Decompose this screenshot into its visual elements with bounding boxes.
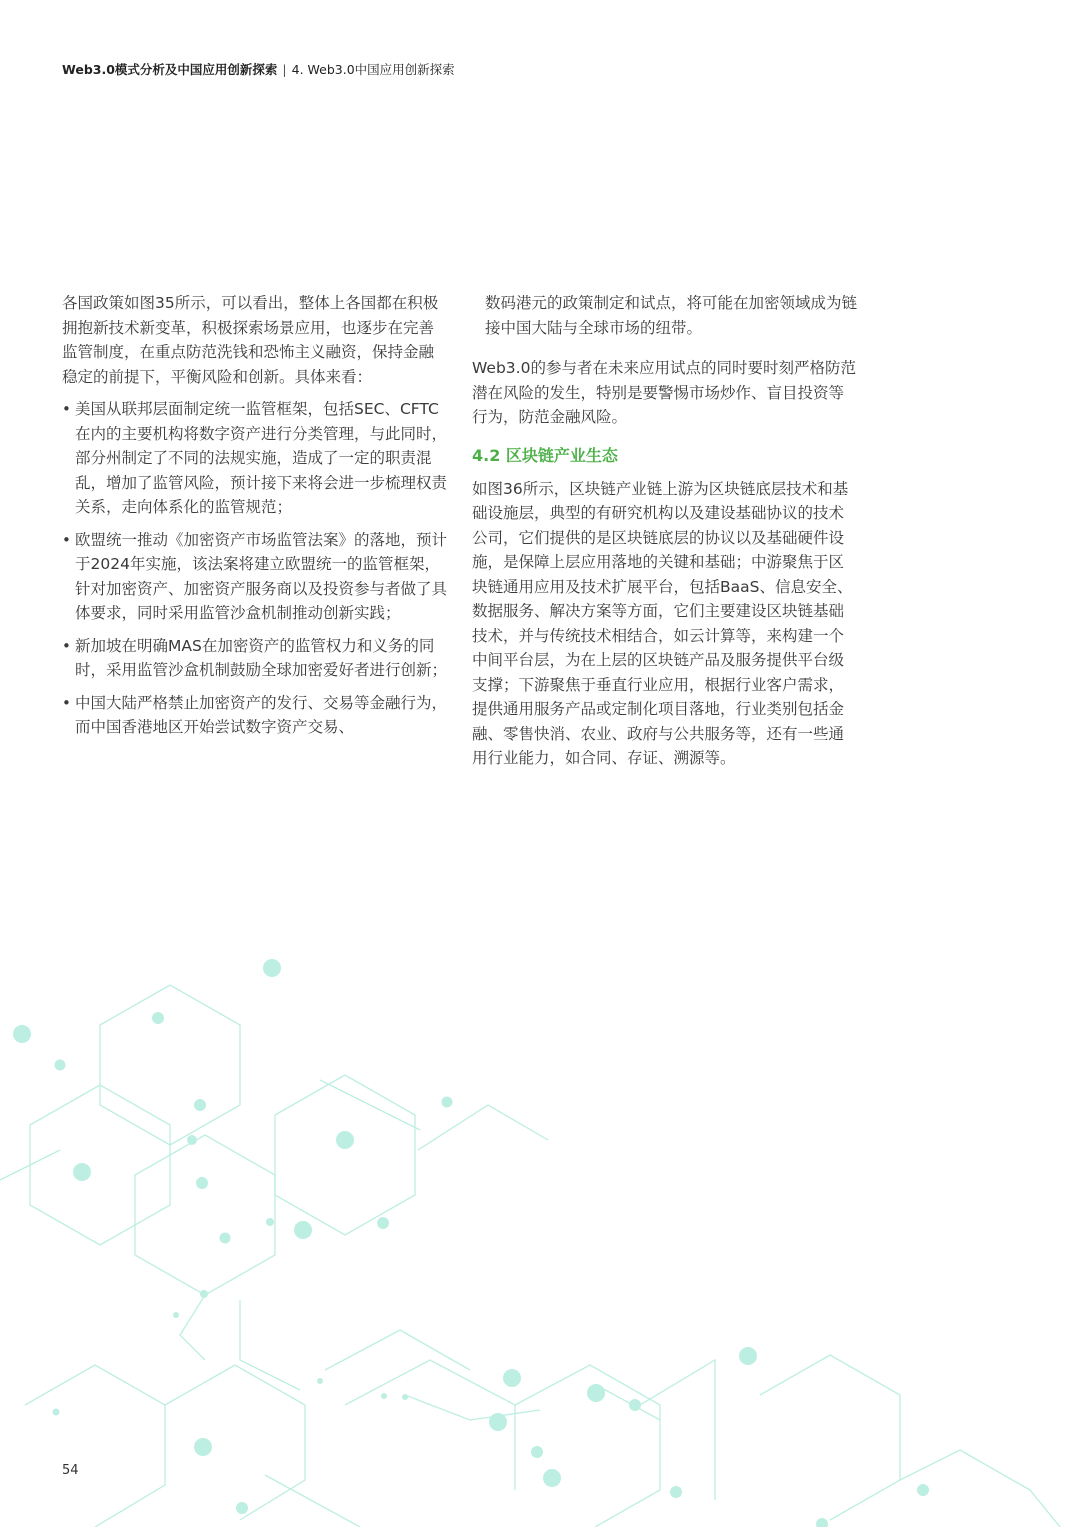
header-section: 4. Web3.0中国应用创新探索 (291, 62, 455, 77)
left-column (62, 291, 447, 748)
bullet-item-china (62, 691, 447, 740)
page-number: 54 (62, 1463, 79, 1478)
bullet-item-us (62, 397, 447, 520)
bullet-dot: • (62, 530, 71, 549)
header-title: Web3.0模式分析及中国应用创新探索 (62, 62, 278, 77)
risk-paragraph: Web3.0的参与者在未来应用试点的同时要时刻严格防范潜在风险的发生，特别是要警惕市场炒作、盲目投资等行为，防范金融风险。 (472, 359, 856, 426)
bullet-dot: • (62, 400, 71, 418)
bullet-text: 欧盟统一推动《加密资产市场监管法案》的落地，预计于2024年实施，该法案将建立欧盟统一的监管框架，针对加密资产、加密资产服务商以及投资参与者做了具体要求，同时采用监管沙盒机制推动创新实践； (75, 530, 448, 622)
intro-paragraph: 各国政策如图35所示，可以看出，整体上各国都在积极拥抱新技术新变革，积极探索场景应用，也逐步在完善监管制度，在重点防范洗钱和恐怖主义融资，保持金融稳定的前提下，平衡风险和创新。具体来看： (62, 294, 439, 386)
header-separator: | (282, 62, 287, 77)
right-column (472, 291, 857, 779)
running-header (62, 60, 455, 78)
bullet-item-eu (62, 528, 447, 626)
bullet-text: 新加坡在明确MAS在加密资产的监管权力和义务的同时，采用监管沙盒机制鼓励全球加密爱好者进行创新； (75, 636, 448, 679)
bullet-item-singapore (62, 634, 447, 683)
bullet-continuation: 数码港元的政策制定和试点，将可能在加密领域成为链接中国大陆与全球市场的纽带。 (485, 294, 858, 337)
bullet-text: 美国从联邦层面制定统一监管框架，包括SEC、CFTC在内的主要机构将数字资产进行分类管理，与此同时，部分州制定了不同的法规实施，造成了一定的职责混乱，增加了监管风险，预计接下来将会进一步梳理权责关系，走向体系化的监管规范； (75, 400, 448, 516)
policy-bullet-list (62, 397, 447, 740)
bullet-text: 中国大陆严格禁止加密资产的发行、交易等金融行为，而中国香港地区开始尝试数字资产交易、 (75, 693, 448, 736)
hexagon-network-decoration (0, 940, 1080, 1527)
bullet-dot: • (62, 636, 71, 655)
section-heading: 4.2 区块链产业生态 (472, 445, 618, 465)
bullet-dot: • (62, 693, 71, 712)
industry-ecosystem-paragraph: 如图36所示，区块链产业链上游为区块链底层技术和基础设施层，典型的有研究机构以及建设基础协议的技术公司，它们提供的是区块链底层的协议以及基础硬件设施，是保障上层应用落地的关键和基础；中游聚焦于区块链通用应用及技术扩展平台，包括BaaS、信息安全、数据服务、解决方案等方面，它们主要建设区块链基础技术，并与传统技术相结合，如云计算等，来构建一个中间平台层，为在上层的区块链产品及服务提供平台级支撑；下游聚焦于垂直行业应用，根据行业客户需求，提供通用服务产品或定制化项目落地，行业类别包括金融、零售快消、农业、政府与公共服务等，还有一些通用行业能力，如合同、存证、溯源等。 (472, 479, 853, 767)
